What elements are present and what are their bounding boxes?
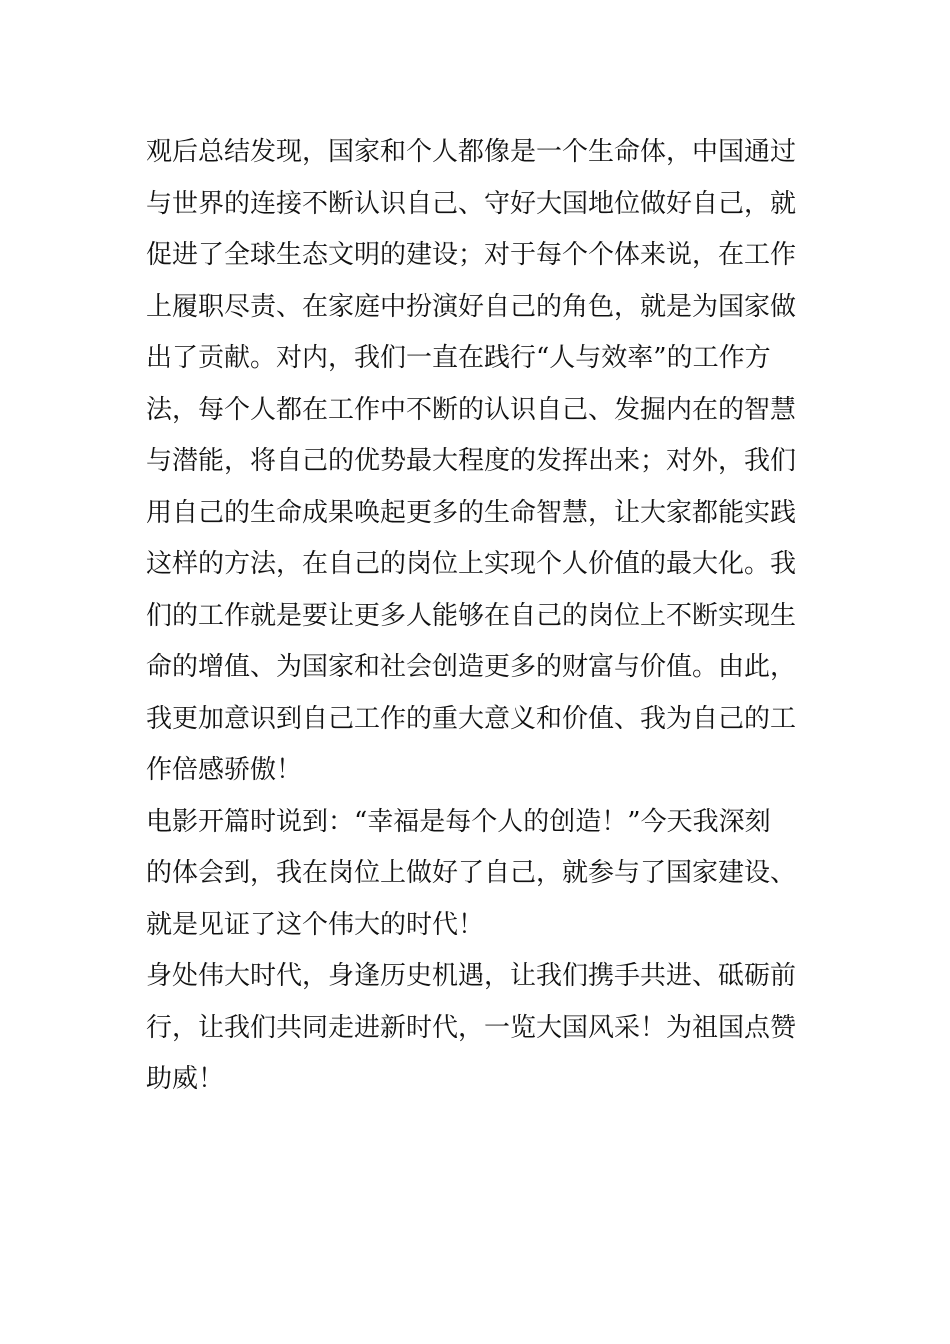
text-line: 身处伟大时代，身逢历史机遇，让我们携手共进、砥砺前 — [146, 961, 797, 991]
text-line: 助威！ — [146, 1064, 225, 1094]
paragraph-2 — [146, 797, 814, 952]
text-line: 作倍感骄傲！ — [146, 755, 303, 785]
paragraph-3 — [146, 951, 814, 1106]
text-line: 命的增值、为国家和社会创造更多的财富与价值。由此， — [146, 652, 797, 682]
text-line: 法，每个人都在工作中不断的认识自己、发掘内在的智慧 — [146, 394, 797, 425]
document-body — [146, 127, 814, 1106]
text-line: 我更加意识到自己工作的重大意义和价值、我为自己的工 — [146, 703, 797, 734]
text-line: 的体会到，我在岗位上做好了自己，就参与了国家建设、 — [146, 858, 797, 888]
text-line: 这样的方法，在自己的岗位上实现个人价值的最大化。我 — [146, 549, 797, 579]
text-line: 们的工作就是要让更多人能够在自己的岗位上不断实现生 — [146, 600, 797, 631]
text-line: 观后总结发现，国家和个人都像是一个生命体，中国通过 — [146, 137, 797, 167]
text-line: 与潜能，将自己的优势最大程度的发挥出来；对外，我们 — [146, 446, 797, 476]
text-line: 电影开篇时说到：“幸福是每个人的创造！”今天我深刻 — [146, 806, 771, 837]
text-line: 行，让我们共同走进新时代，一览大国风采！为祖国点赞 — [146, 1012, 797, 1043]
text-line: 促进了全球生态文明的建设；对于每个个体来说，在工作 — [146, 240, 797, 270]
text-line: 出了贡献。对内，我们一直在践行“人与效率”的工作方 — [146, 343, 771, 373]
paragraph-1 — [146, 127, 814, 797]
text-line: 与世界的连接不断认识自己、守好大国地位做好自己，就 — [146, 188, 797, 219]
text-line: 就是见证了这个伟大的时代！ — [146, 909, 485, 940]
text-line: 用自己的生命成果唤起更多的生命智慧，让大家都能实践 — [146, 497, 797, 528]
text-line: 上履职尽责、在家庭中扮演好自己的角色，就是为国家做 — [146, 291, 797, 322]
